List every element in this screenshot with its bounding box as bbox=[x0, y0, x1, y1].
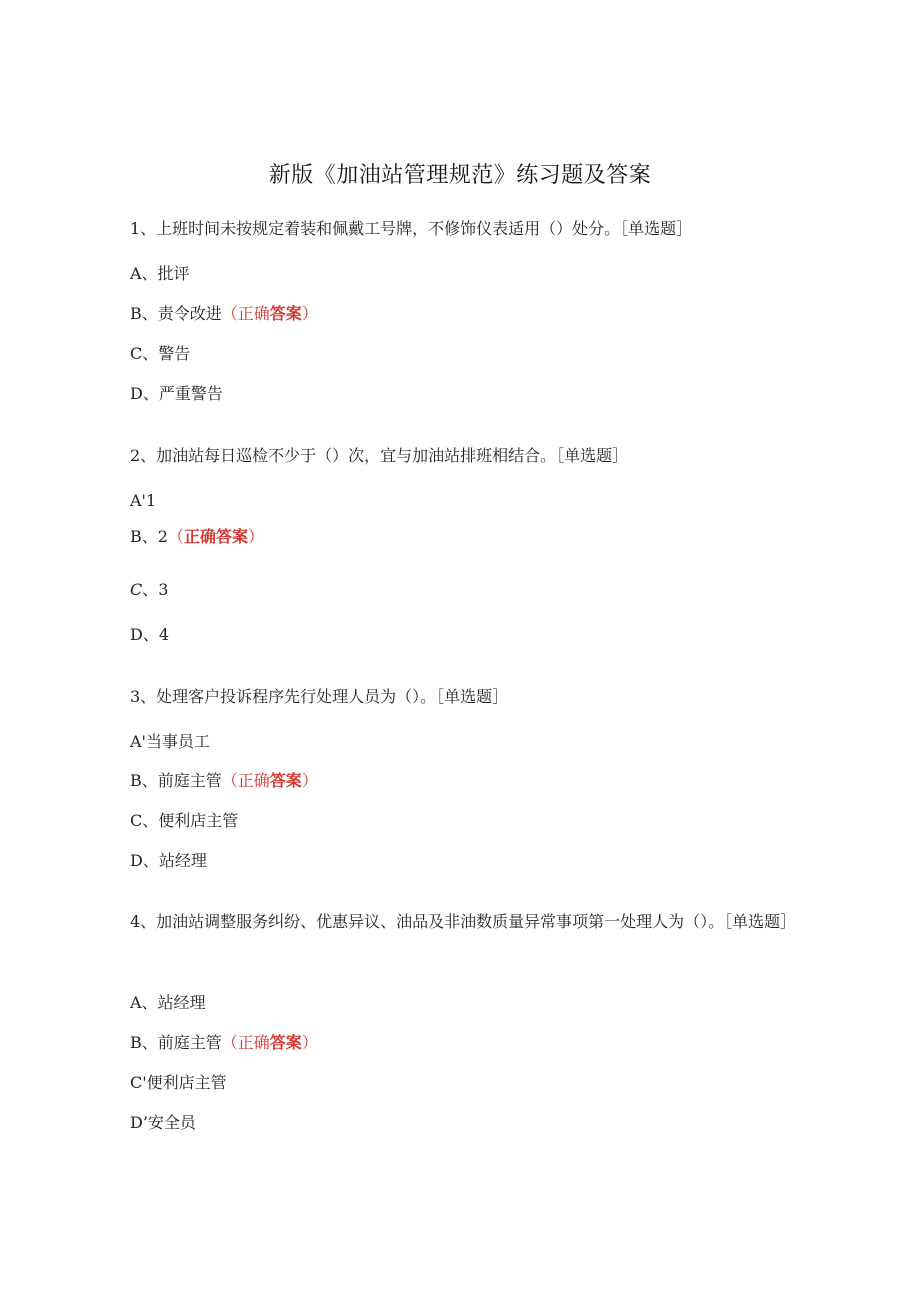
question-4-option-b bbox=[130, 1031, 318, 1055]
question-1-option-d: D、严重警告 bbox=[130, 384, 223, 403]
option-letter: C bbox=[130, 580, 143, 599]
question-4-option-a: A、站经理 bbox=[130, 993, 206, 1012]
correct-answer-tag: （正确答案） bbox=[221, 1033, 318, 1052]
option-text: 、3 bbox=[142, 580, 169, 599]
correct-answer-tag: （正确答案） bbox=[221, 304, 318, 323]
question-2-option-d: D、4 bbox=[130, 625, 170, 644]
question-4-stem: 4、加油站调整服务纠纷、优惠异议、油品及非油数质量异常事项第一处理人为（）。［单选题］ bbox=[130, 912, 797, 931]
option-text: B、2 bbox=[130, 527, 168, 546]
question-3-option-c: C、便利店主管 bbox=[130, 811, 239, 830]
question-1-stem: 1、上班时间未按规定着装和佩戴工号牌，不修饰仪表适用（）处分。［单选题］ bbox=[130, 219, 693, 238]
question-4-option-d: D’安全员 bbox=[130, 1113, 196, 1132]
question-2-stem: 2、加油站每日巡检不少于（）次，宜与加油站排班相结合。［单选题］ bbox=[130, 446, 629, 465]
question-3-option-d: D、站经理 bbox=[130, 851, 207, 870]
question-3-option-a: A'当事员工 bbox=[130, 732, 210, 751]
question-4-option-c: C'便利店主管 bbox=[130, 1073, 227, 1092]
option-text: B、前庭主管 bbox=[130, 771, 222, 790]
question-1-option-c: C、警告 bbox=[130, 344, 191, 363]
question-3-option-b bbox=[130, 769, 318, 793]
question-1-option-a: A、批评 bbox=[130, 264, 190, 283]
correct-answer-tag: （正确答案） bbox=[167, 527, 265, 546]
question-1-option-b bbox=[130, 302, 318, 326]
question-2-option-a: A'1 bbox=[130, 491, 157, 510]
option-text: B、责令改进 bbox=[130, 304, 222, 323]
question-2-option-c bbox=[130, 578, 168, 602]
question-2-option-b bbox=[130, 525, 264, 549]
page-title: 新版《加油站管理规范》练习题及答案 bbox=[268, 163, 652, 188]
question-3-stem: 3、处理客户投诉程序先行处理人员为（）。［单选题］ bbox=[130, 687, 509, 706]
option-text: B、前庭主管 bbox=[130, 1033, 222, 1052]
correct-answer-tag: （正确答案） bbox=[221, 771, 318, 790]
